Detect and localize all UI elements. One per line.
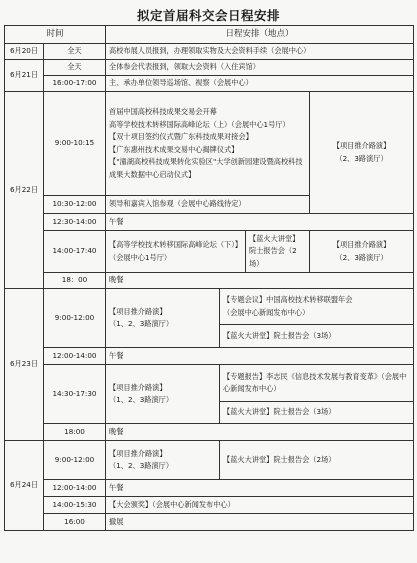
time-cell: 9:00-12:00 <box>44 289 106 348</box>
roadshow-venue: （1、2、3路演厅） <box>109 395 174 404</box>
time-cell: 16:00-17:00 <box>44 76 106 92</box>
table-row <box>5 44 414 60</box>
event-line: 【专题会议】中国高校技术转移联盟年会 <box>223 295 353 304</box>
event-cell: 午餐 <box>106 214 414 231</box>
time-cell: 12:00-14:00 <box>44 348 106 365</box>
schedule-table <box>4 25 414 531</box>
event-line: （会展中心新闻发布中心） <box>223 307 310 317</box>
event-cell: 晚餐 <box>106 424 414 441</box>
roadshow-venue: （1、2、3路演厅） <box>109 319 174 328</box>
roadshow-venue: （2、3路演厅） <box>335 252 388 262</box>
event-cell: 撤展 <box>106 514 414 531</box>
table-row <box>5 480 414 497</box>
date-cell: 6月23日 <box>5 289 44 441</box>
table-row <box>5 348 414 365</box>
event-line: 高等学校技术转移国际高峰论坛（上）（会展中心1号厅） <box>109 119 290 129</box>
time-cell: 全天 <box>44 44 106 60</box>
roadshow-label: 【项目推介路演】 <box>109 382 167 392</box>
lecture-cell: 【蓝火大讲堂】院士报告会（2场） <box>220 441 414 480</box>
time-cell: 18：00 <box>44 273 106 289</box>
forum-venue: （会展中心1号厅） <box>109 252 172 262</box>
event-cell: 【大会颁奖】（会展中心新闻发布中心） <box>106 497 414 514</box>
date-cell: 6月24日 <box>5 441 44 531</box>
event-cell: 领导和嘉宾入馆参观（会展中心路线待定） <box>106 196 310 214</box>
event-cell: 【蓝火大讲堂】院士报告会（3场） <box>220 402 414 424</box>
time-cell: 全天 <box>44 60 106 76</box>
event-cell <box>220 289 414 325</box>
roadshow-venue: （1、2、3路演厅） <box>109 461 174 470</box>
event-cell: 午餐 <box>106 348 414 365</box>
time-cell: 14:30-17:30 <box>44 365 106 424</box>
lecture-cell: 【蓝火大讲堂】院士报告会（2场） <box>246 231 310 273</box>
event-cell: 晚餐 <box>106 273 414 289</box>
event-cell: 全体参会代表报到，领取大会资料（入住宾馆） <box>106 60 414 76</box>
date-cell: 6月20日 <box>5 44 44 60</box>
date-cell: 6月22日 <box>5 92 44 289</box>
forum-label: 【高等学校技术转移国际高峰论坛（下）】 <box>109 240 242 249</box>
roadshow-label: 【项目推介路演】 <box>332 240 391 249</box>
roadshow-label: 【项目推介路演】 <box>109 448 167 458</box>
table-row <box>5 76 414 92</box>
opening-events-cell <box>106 92 310 196</box>
event-cell: 高校布展人员报到，办理领取实物及大会资料手续（会展中心） <box>106 44 414 60</box>
table-row <box>5 424 414 441</box>
time-cell: 16:00 <box>44 514 106 531</box>
event-cell: 【蓝火大讲堂】院士报告会（3场） <box>220 325 414 348</box>
table-row <box>5 60 414 76</box>
time-cell: 9:00-12:00 <box>44 441 106 480</box>
roadshow-venue: （2、3路演厅） <box>335 153 388 163</box>
header-schedule: 日程安排（地点） <box>106 26 414 44</box>
roadshow-label: 【项目推介路演】 <box>109 306 167 316</box>
event-line: 【"潼湖高校科技成果转化实验区"大学创新园建设暨高校科技成果大数据中心启动仪式】 <box>109 157 303 179</box>
time-cell: 18:00 <box>44 424 106 441</box>
roadshow-label: 【项目推介路演】 <box>332 141 391 150</box>
table-row <box>5 231 414 273</box>
table-header-row <box>5 26 414 44</box>
page-title: 拟定首届科交会日程安排 <box>136 8 280 23</box>
time-cell: 12:30-14:00 <box>44 214 106 231</box>
roadshow-cell <box>310 92 414 214</box>
event-line: 【广东惠州技术成果交易中心揭牌仪式】 <box>109 144 239 154</box>
table-row <box>5 214 414 231</box>
roadshow-cell <box>310 231 414 273</box>
event-cell: 【专题报告】李志民《信息技术发展与教育变革》（会展中心新闻发布中心） <box>220 365 414 402</box>
roadshow-cell <box>106 289 220 348</box>
event-line: 【双十项目签约仪式暨广东科技成果对接会】 <box>109 132 253 141</box>
event-cell: 主、承办单位领导巡场馆、视察（会展中心） <box>106 76 414 92</box>
table-row <box>5 497 414 514</box>
event-line: 首届中国高校科技成果交易会开幕 <box>109 107 217 116</box>
time-cell: 9:00-10:15 <box>44 92 106 196</box>
table-row <box>5 273 414 289</box>
event-cell: 午餐 <box>106 480 414 497</box>
table-row <box>5 441 414 480</box>
header-time: 时间 <box>5 26 106 44</box>
roadshow-cell <box>106 365 220 424</box>
time-cell: 12:00-14:00 <box>44 480 106 497</box>
table-row <box>5 289 414 325</box>
time-cell: 14:00-17:40 <box>44 231 106 273</box>
roadshow-cell <box>106 441 220 480</box>
time-cell: 10:30-12:00 <box>44 196 106 214</box>
table-row <box>5 92 414 196</box>
table-row <box>5 365 414 402</box>
time-cell: 14:00-15:30 <box>44 497 106 514</box>
table-row <box>5 514 414 531</box>
date-cell: 6月21日 <box>5 60 44 92</box>
forum-cell <box>106 231 246 273</box>
